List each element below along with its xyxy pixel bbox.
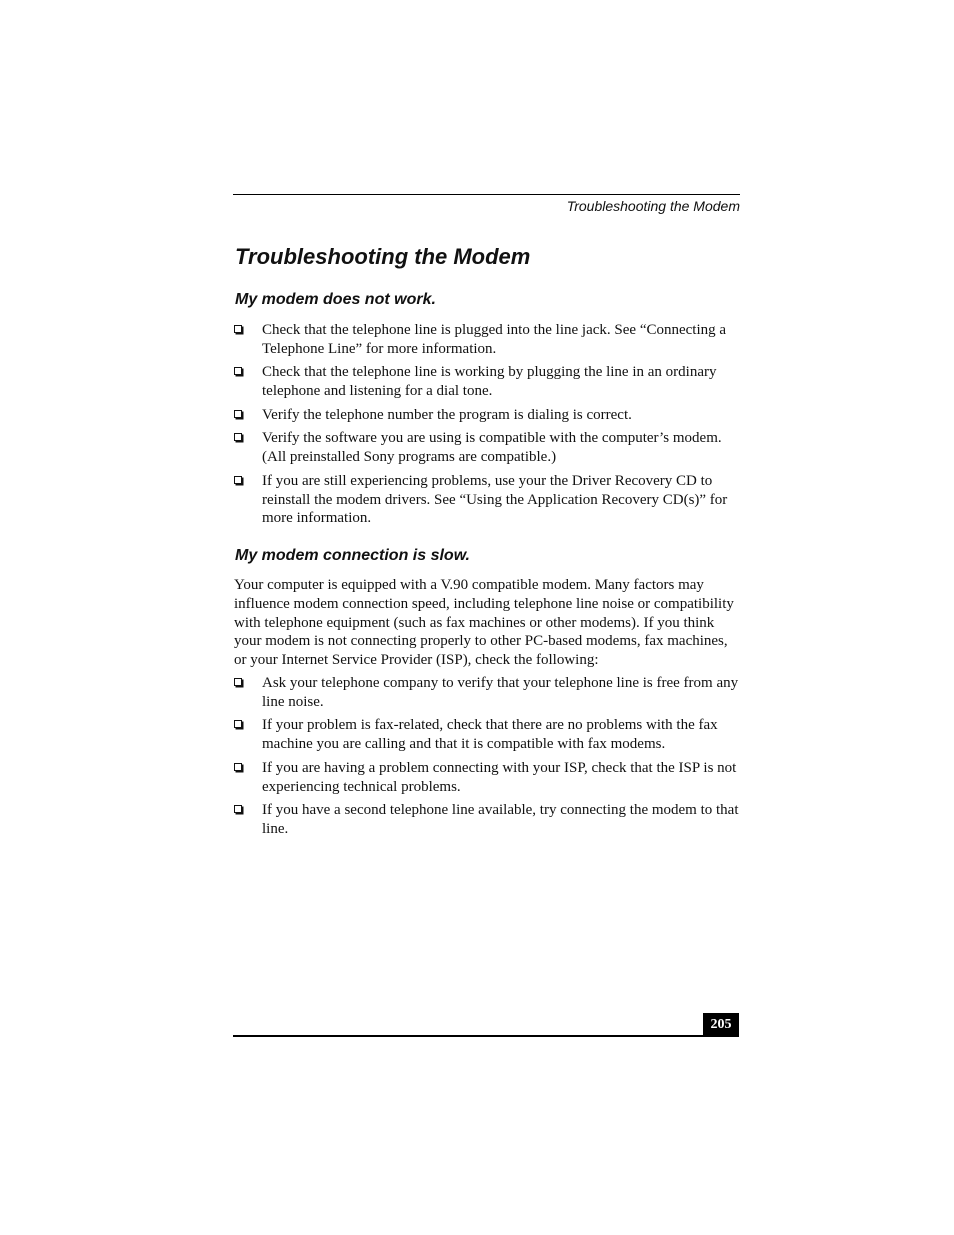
checkbox-bullet-icon — [234, 678, 242, 686]
checkbox-bullet-icon — [234, 805, 242, 813]
list-item — [234, 321, 740, 359]
checkbox-bullet-icon — [234, 433, 242, 441]
list-item-text: If you are still experiencing problems, use your the Driver Recovery CD to reinstall the modem drivers. See “Using the Application Recovery CD(s)” for more information. — [262, 472, 728, 527]
list-item — [234, 674, 740, 712]
page-title: Troubleshooting the Modem — [235, 244, 531, 269]
running-header: Troubleshooting the Modem — [566, 198, 740, 214]
list-item-text: Verify the telephone number the program is dialing is correct. — [262, 406, 632, 423]
checkbox-bullet-icon — [234, 763, 242, 771]
list-item-text: If you have a second telephone line available, try connecting the modem to that line. — [262, 802, 739, 837]
footer-rule — [233, 1035, 739, 1037]
list-item — [234, 406, 740, 425]
list-item-text: Ask your telephone company to verify that your telephone line is free from any line noise. — [262, 675, 739, 710]
checkbox-bullet-icon — [234, 410, 242, 418]
slow-intro-paragraph: Your computer is equipped with a V.90 compatible modem. Many factors may influence modem connection speed, including telephone line noise or compatibility with telephone equipment (such as fax machines or other modems). If you think your modem is not connecting properly to other PC-based modems, fax machines, or your Internet Service Provider (ISP), check the following: — [234, 577, 734, 669]
list-item — [234, 429, 740, 467]
checkbox-bullet-icon — [234, 720, 242, 728]
list-item-text: Check that the telephone line is plugged into the line jack. See “Connecting a Telephone Line” for more information. — [262, 322, 727, 357]
not-work-checklist — [234, 321, 740, 533]
list-item — [234, 801, 740, 839]
list-item — [234, 472, 740, 528]
list-item-text: If your problem is fax-related, check that there are no problems with the fax machine you are calling and that it is compatible with fax modems. — [262, 717, 718, 753]
checkbox-bullet-icon — [234, 367, 242, 375]
header-rule — [233, 194, 740, 195]
page-number: 205 — [703, 1013, 739, 1037]
list-item-text: Check that the telephone line is working by plugging the line in an ordinary telephone and listening for a dial tone. — [262, 364, 717, 400]
list-item — [234, 759, 740, 797]
list-item-text: Verify the software you are using is compatible with the computer’s modem. (All preinstalled Sony programs are compatible.) — [262, 430, 722, 466]
list-item — [234, 363, 740, 401]
slow-checklist — [234, 674, 740, 844]
list-item — [234, 716, 740, 754]
checkbox-bullet-icon — [234, 325, 242, 333]
checkbox-bullet-icon — [234, 476, 242, 484]
section-heading-not-work: My modem does not work. — [235, 291, 436, 308]
section-heading-slow: My modem connection is slow. — [235, 547, 470, 564]
list-item-text: If you are having a problem connecting with your ISP, check that the ISP is not experiencing technical problems. — [262, 759, 737, 795]
